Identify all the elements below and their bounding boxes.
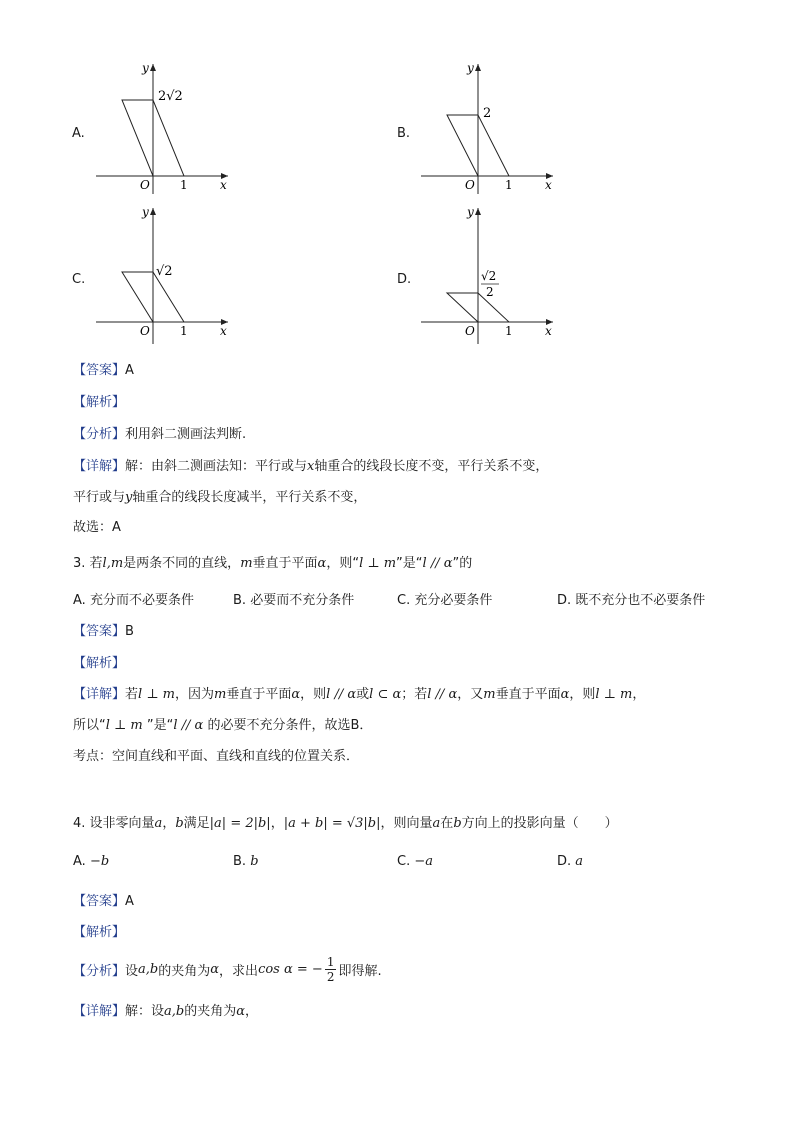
detail-text: ”是“	[142, 718, 174, 733]
q4-analysis-tag: 【解析】	[73, 925, 126, 940]
stem-text: ”是“	[396, 556, 423, 571]
y-axis-label: y	[467, 61, 474, 75]
option-letter: D.	[557, 854, 572, 869]
detail-text: 或	[356, 687, 370, 702]
option-a-label: A.	[72, 126, 85, 141]
option-letter: B.	[233, 593, 247, 608]
var-m: m	[214, 687, 227, 702]
detail-text: 的夹角为	[184, 1004, 237, 1019]
graph-b	[415, 58, 565, 194]
y-arrow-icon	[150, 64, 156, 71]
stem-text: 是两条不同的直线，	[123, 556, 241, 571]
vectors-ab: a,b	[138, 961, 159, 977]
q3-option-c[interactable]	[397, 589, 492, 608]
graph-a	[90, 58, 240, 194]
expr-perp: l ⊥ m	[138, 687, 176, 702]
detail-text: ，则	[569, 687, 596, 702]
q2-detail-line2	[73, 486, 366, 505]
detail-tag: 【详解】	[73, 687, 126, 702]
q3-kaodian: 考点：空间直线和平面、直线和直线的位置关系．	[73, 749, 360, 764]
expr-parallel: l // α	[173, 718, 204, 733]
tick-one-label: 1	[180, 324, 188, 338]
answer-tag: 【答案】	[73, 363, 126, 378]
q3-option-d[interactable]	[557, 589, 705, 608]
tick-one-label: 1	[505, 324, 513, 338]
numerator: 1	[326, 954, 335, 969]
var-alpha: α	[560, 687, 570, 702]
x-axis-label: x	[220, 324, 227, 338]
x-axis-label: x	[220, 178, 227, 192]
q3-stem	[73, 552, 472, 571]
q4-option-a[interactable]	[73, 854, 109, 869]
fenxi-text: 的夹角为	[158, 963, 211, 979]
q4-option-d[interactable]	[557, 854, 583, 869]
detail-tag: 【详解】	[73, 459, 126, 474]
var-alpha: α	[291, 687, 301, 702]
answer-tag: 【答案】	[73, 894, 126, 909]
detail-text: 垂直于平面	[495, 687, 561, 702]
height-label-denominator: 2	[486, 285, 494, 299]
detail-text: 轴重合的线段长度减半，平行关系不变，	[132, 490, 367, 505]
option-text: 既不充分也不必要条件	[575, 593, 706, 608]
vector-b: b	[175, 816, 184, 831]
q3-option-b[interactable]	[233, 589, 354, 608]
detail-text: ，	[632, 687, 646, 702]
fenxi-tag: 【分析】	[73, 427, 126, 442]
condition-1: |a| = 2|b|	[209, 816, 271, 831]
fenxi-text: 设	[125, 963, 139, 979]
option-d-label: D.	[397, 272, 412, 287]
q2-fenxi	[73, 423, 246, 442]
var-x: x	[307, 459, 315, 474]
answer-tag: 【答案】	[73, 624, 126, 639]
fraction-half	[325, 955, 337, 984]
q2-conclusion: 故选：A	[73, 520, 121, 535]
x-axis-label: x	[545, 324, 552, 338]
q3-option-a[interactable]	[73, 589, 194, 608]
condition-2: |a + b| = √3|b|	[283, 816, 381, 831]
var-alpha: α	[317, 556, 327, 571]
expr-subset: l ⊂ α	[369, 687, 402, 702]
detail-text: ，因为	[175, 687, 215, 702]
option-text: 必要而不充分条件	[250, 593, 355, 608]
y-axis-label: y	[467, 205, 474, 219]
detail-text: ，	[245, 1004, 259, 1019]
q3-analysis-tag: 【解析】	[73, 656, 126, 671]
option-c-label: C.	[72, 272, 86, 287]
option-text: a	[575, 854, 584, 869]
q3-detail-line2	[73, 714, 372, 733]
option-text: −a	[414, 854, 434, 869]
answer-value: A	[125, 363, 134, 378]
var-y: y	[125, 490, 133, 505]
expr-parallel: l // α	[422, 556, 453, 571]
answer-value: A	[125, 894, 134, 909]
option-text: 充分必要条件	[414, 593, 493, 608]
detail-text: 解：由斜二测画法知：平行或与	[125, 459, 308, 474]
option-letter: A.	[73, 593, 86, 608]
detail-text: 若	[125, 687, 139, 702]
option-text: b	[250, 854, 259, 869]
y-arrow-icon	[150, 208, 156, 215]
q4-option-c[interactable]	[397, 854, 433, 869]
stem-text: ，则“	[326, 556, 360, 571]
option-letter: C.	[397, 593, 411, 608]
stem-text: ，则向量	[380, 816, 433, 831]
option-letter: C.	[397, 854, 411, 869]
var-lm: l,m	[102, 556, 124, 571]
height-label: √2	[156, 264, 173, 279]
origin-label: O	[465, 324, 475, 338]
expr-perp: l ⊥ m	[595, 687, 633, 702]
detail-text: ，又	[457, 687, 484, 702]
height-label-numerator: √2	[481, 269, 497, 283]
stem-text: 方向上的投影向量（ ）	[461, 816, 618, 831]
q4-answer	[73, 890, 134, 909]
stem-text: ”的	[452, 556, 473, 571]
x-axis-label: x	[545, 178, 552, 192]
detail-text: 平行或与	[73, 490, 126, 505]
detail-tag: 【详解】	[73, 1004, 126, 1019]
var-m: m	[240, 556, 253, 571]
height-label: 2	[483, 106, 492, 121]
q4-detail	[73, 1000, 258, 1019]
vector-a: a	[154, 816, 163, 831]
option-letter: A.	[73, 854, 86, 869]
fenxi-text: ，求出	[219, 963, 259, 979]
expr-parallel: l // α	[326, 687, 357, 702]
q2-detail-line1	[73, 455, 548, 474]
graph-c	[90, 204, 240, 344]
q3-answer	[73, 620, 134, 639]
tick-one-label: 1	[180, 178, 188, 192]
expr-perp: l ⊥ m	[105, 718, 143, 733]
q4-stem	[73, 812, 618, 831]
stem-text: 垂直于平面	[252, 556, 318, 571]
detail-text: 解：设	[125, 1004, 165, 1019]
detail-text: ，则	[300, 687, 327, 702]
denominator: 2	[326, 969, 335, 984]
y-arrow-icon	[475, 208, 481, 215]
stem-text: 满足	[183, 816, 210, 831]
option-text: −b	[89, 854, 110, 869]
detail-text: ；若	[401, 687, 428, 702]
detail-text: B．	[350, 718, 373, 733]
detail-text: 垂直于平面	[226, 687, 292, 702]
answer-value: B	[125, 624, 134, 639]
vectors-ab: a,b	[164, 1004, 185, 1019]
height-label: 2√2	[158, 89, 183, 104]
origin-label: O	[465, 178, 475, 192]
q3-detail-line1	[73, 683, 645, 702]
q2-answer	[73, 359, 134, 378]
q4-option-b[interactable]	[233, 854, 259, 869]
question-number: 3. 若	[73, 556, 103, 571]
fenxi-text: 即得解.	[338, 963, 382, 979]
y-axis-label: y	[142, 61, 149, 75]
option-text: 充分而不必要条件	[89, 593, 194, 608]
cos-expr: cos α = −	[258, 961, 323, 977]
stem-text: 在	[440, 816, 454, 831]
var-m: m	[483, 687, 496, 702]
tick-one-label: 1	[505, 178, 513, 192]
y-arrow-icon	[475, 64, 481, 71]
var-alpha: α	[210, 961, 220, 977]
detail-text: 所以“	[73, 718, 106, 733]
y-axis-label: y	[142, 205, 149, 219]
var-alpha: α	[236, 1004, 246, 1019]
option-b-label: B.	[397, 126, 411, 141]
stem-text: ，	[270, 816, 284, 831]
expr-parallel: l // α	[427, 687, 458, 702]
fenxi-tag: 【分析】	[73, 963, 126, 979]
option-letter: B.	[233, 854, 247, 869]
q2-analysis-tag: 【解析】	[73, 395, 126, 410]
detail-text: 的必要不充分条件，故选	[203, 718, 351, 733]
stem-text: ，	[162, 816, 176, 831]
q4-fenxi	[73, 952, 382, 986]
fenxi-text: 利用斜二测画法判断.	[125, 427, 247, 442]
detail-text: 轴重合的线段长度不变，平行关系不变，	[314, 459, 549, 474]
vector-a: a	[432, 816, 441, 831]
option-letter: D.	[557, 593, 572, 608]
expr-perp: l ⊥ m	[359, 556, 397, 571]
origin-label: O	[140, 324, 150, 338]
origin-label: O	[140, 178, 150, 192]
vector-b: b	[453, 816, 462, 831]
graph-d	[415, 204, 565, 344]
question-number: 4. 设非零向量	[73, 816, 155, 831]
